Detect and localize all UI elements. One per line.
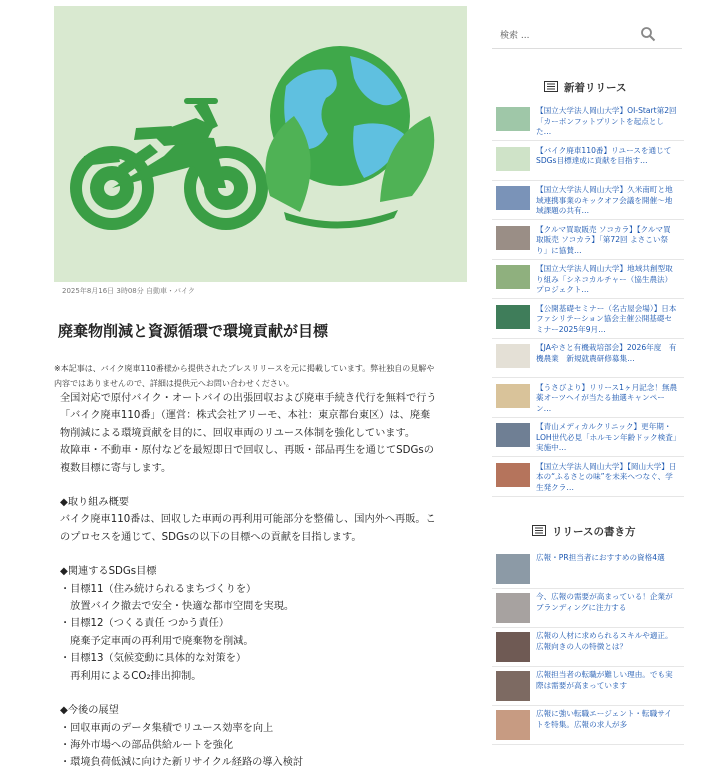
body-line: 廃棄予定車両の再利用で廃棄物を削減。 — [60, 635, 254, 647]
news-thumbnail[interactable] — [496, 423, 530, 447]
guide-link[interactable]: 今、広報の需要が高まっている！企業がブランディングに注力する — [536, 592, 673, 612]
news-item[interactable] — [492, 381, 684, 418]
news-item[interactable] — [492, 223, 684, 260]
news-item[interactable] — [492, 302, 684, 339]
guide-item[interactable] — [492, 628, 684, 667]
news-link[interactable]: 【バイク廃車110番】リユースを通じてSDGs目標達成に貢献を目指す… — [536, 145, 672, 166]
body-line: ・目標13（気候変動に具体的な対策を） — [60, 653, 247, 665]
news-link[interactable]: 【国立大学法人岡山大学】OI-Start第2回「カーボンフットプリントを起点とした… — [536, 106, 677, 137]
guide-item[interactable] — [492, 706, 684, 745]
news-thumbnail[interactable] — [496, 107, 530, 131]
news-link[interactable]: 【うさびより】リリース1ヶ月記念！無農薬オーツヘイが当たる抽選キャンペーン… — [536, 382, 678, 413]
disclaimer-line: ※本記事は、バイク廃車110番様から提供されたプレスリリースを元に掲載しています。弊社独自の見解や — [54, 364, 435, 373]
guide-thumbnail[interactable] — [496, 671, 530, 701]
guide-thumbnail[interactable] — [496, 593, 530, 623]
new-releases-label: 新着リリース — [564, 82, 627, 94]
news-item[interactable] — [492, 460, 684, 497]
article-body — [60, 390, 464, 772]
body-line: 物削減による環境貢献を目的に、回収車両のリユース体制を強化しています。 — [60, 427, 416, 439]
motorcycle-earth-illustration — [54, 6, 467, 282]
guide-link[interactable]: 広報に強い転職エージェント・転職サイトを特集。広報の求人が多 — [536, 709, 672, 729]
paragraph-gap — [60, 546, 464, 563]
news-link[interactable]: 【クルマ買取販売 ソコカラ】【クルマ買取販売 ソコカラ】「第72回 よさこい祭り」に協賛… — [536, 224, 671, 255]
news-thumbnail[interactable] — [496, 344, 530, 368]
article-title: 廃棄物削減と資源循環で環境貢献が目標 — [58, 322, 329, 340]
news-link[interactable]: 【国立大学法人岡山大学】【岡山大学】日本の“ふるさとの味”を未来へつなぐ、学生発クラ… — [536, 461, 677, 492]
body-line: ◆今後の展望 — [60, 705, 119, 717]
guide-thumbnail[interactable] — [496, 554, 530, 584]
body-line: のプロセスを通じて、SDGsの以下の目標への貢献を目指します。 — [60, 531, 362, 543]
search-icon[interactable] — [640, 26, 656, 46]
news-thumbnail[interactable] — [496, 305, 530, 329]
news-thumbnail[interactable] — [496, 186, 530, 210]
guide-item[interactable] — [492, 589, 684, 628]
body-line: ・海外市場への部品供給ルートを強化 — [60, 739, 234, 751]
book-icon — [532, 525, 546, 539]
news-thumbnail[interactable] — [496, 265, 530, 289]
news-thumbnail[interactable] — [496, 226, 530, 250]
body-line: ・目標11（住み続けられるまちづくりを） — [60, 583, 257, 595]
disclaimer-note — [54, 361, 466, 391]
news-link[interactable]: 【公開基礎セミナー（名古屋会場）】日本ファシリテーション協会主催公開基礎セミナー2025年9月… — [536, 303, 677, 334]
guide-item[interactable] — [492, 550, 684, 589]
paragraph-gap — [60, 477, 464, 494]
news-link[interactable]: 【国立大学法人岡山大学】久米南町と地域連携事業のキックオフ会議を開催～地域課題の共有… — [536, 185, 673, 216]
search-input[interactable]: 検索 ... — [500, 31, 530, 41]
guide-link[interactable]: 広報・PR担当者におすすめの資格4選 — [536, 553, 665, 562]
news-item[interactable] — [492, 144, 684, 181]
guide-link[interactable]: 広報担当者の転職が難しい理由。でも実際は需要が高まっています — [536, 670, 673, 690]
news-thumbnail[interactable] — [496, 463, 530, 487]
hero-image — [54, 6, 467, 282]
news-link[interactable]: 【JAやさと有機栽培部会】2026年度 有機農業 新規就農研修募集… — [536, 343, 677, 363]
news-item[interactable] — [492, 183, 684, 220]
body-line: ・目標12（つくる責任 つかう責任） — [60, 618, 230, 630]
guide-item[interactable] — [492, 667, 684, 706]
body-line: 再利用によるCO₂排出抑制。 — [60, 670, 202, 682]
body-line: ・環境負荷低減に向けた新リサイクル経路の導入検討 — [60, 757, 304, 769]
article-meta: 2025年8月16日 3時08分 自動車・バイク — [62, 287, 195, 295]
news-thumbnail[interactable] — [496, 384, 530, 408]
body-line: ◆取り組み概要 — [60, 497, 129, 509]
guide-thumbnail[interactable] — [496, 710, 530, 740]
search-box[interactable] — [492, 20, 682, 49]
body-line: 全国対応で原付バイク・オートバイの出張回収および廃車手続き代行を無料で行う — [60, 393, 437, 404]
news-icon — [544, 81, 558, 95]
news-item[interactable] — [492, 341, 684, 378]
paragraph-gap — [60, 685, 464, 702]
disclaimer-line: 内容ではありませんので、詳細は提供元へお問い合わせください。 — [54, 379, 294, 388]
body-line: 「バイク廃車110番」（運営：株式会社アリーモ、本社：東京都台東区）は、廃棄 — [60, 410, 431, 422]
news-link[interactable]: 【青山メディカルクリニック】更年期・LOH世代必見「ホルモン年齢ドック検査」実施中… — [536, 422, 677, 453]
news-link[interactable]: 【国立大学法人岡山大学】地域共創型取り組み「シネコカルチャー（協生農法）プロジェクト… — [536, 264, 673, 295]
news-item[interactable] — [492, 420, 684, 457]
news-item[interactable] — [492, 262, 684, 299]
guide-label: リリースの書き方 — [552, 526, 636, 538]
body-line: バイク廃車110番は、回収した車両の再利用可能部分を整備し、国内外へ再販。こ — [60, 514, 436, 526]
body-line: 複数目標に寄与します。 — [60, 462, 172, 474]
news-item[interactable] — [492, 104, 684, 141]
body-line: 故障車・不動車・原付などを最短即日で回収し、再販・部品再生を通じてSDGsの — [60, 445, 434, 457]
body-line: 放置バイク撤去で安全・快適な都市空間を実現。 — [60, 601, 295, 613]
new-releases-heading — [544, 80, 626, 95]
body-line: ・回収車両のデータ集積でリユース効率を向上 — [60, 722, 274, 734]
guide-link[interactable]: 広報の人材に求められるスキルや適正。広報向きの人の特徴とは？ — [536, 631, 673, 651]
news-thumbnail[interactable] — [496, 147, 530, 171]
guide-heading — [532, 524, 635, 539]
body-line: ◆関連するSDGs目標 — [60, 566, 157, 578]
guide-thumbnail[interactable] — [496, 632, 530, 662]
